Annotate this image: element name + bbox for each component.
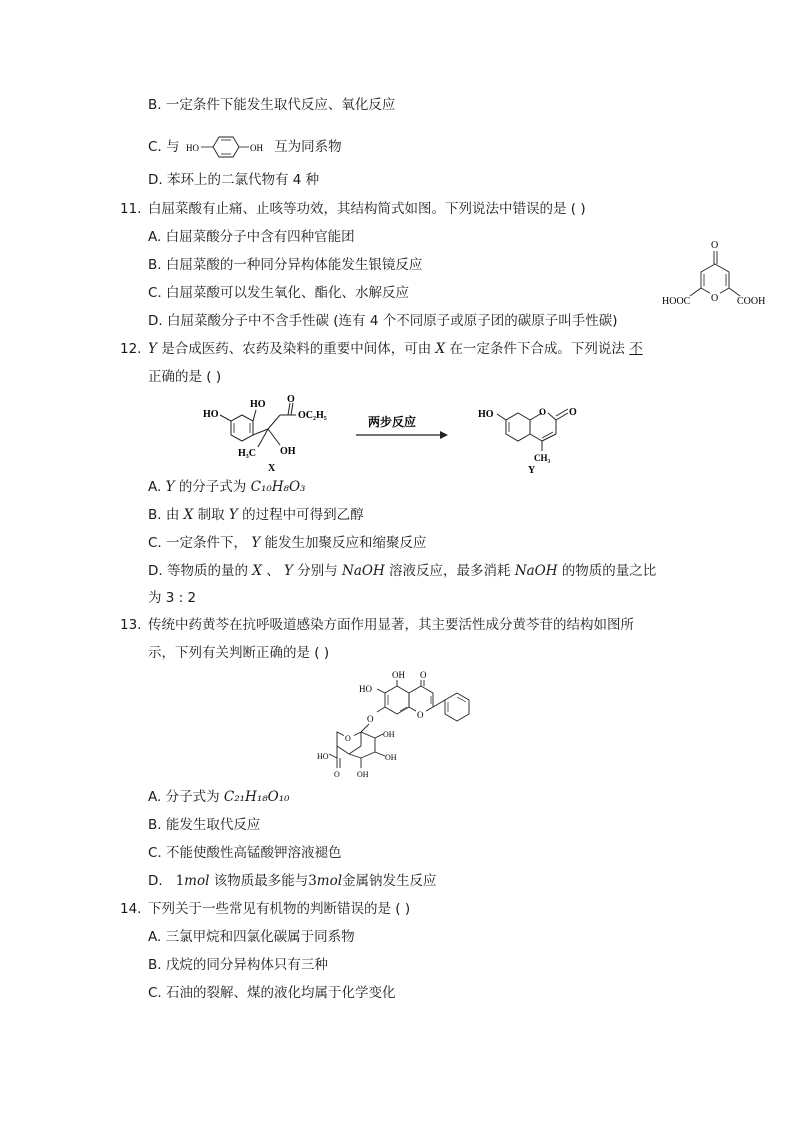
q12-option-d-line2: 为 3 : 2 <box>148 590 197 606</box>
q12-number: 12. <box>120 341 142 357</box>
x-ho-label-1: HO <box>203 409 219 420</box>
baicalin-structure <box>315 668 480 786</box>
q13-option-a-formula: C₂₁H₁₈O₁₀ <box>223 789 290 805</box>
y-ch3-label: CH₃ <box>534 453 551 463</box>
q12-stem-y: Y <box>148 341 157 357</box>
q12-option-a-y: Y <box>165 479 175 495</box>
q12-option-d-naoh2: NaOH <box>514 563 558 579</box>
q14-option-a: A. 三氯甲烷和四氯化碳属于同系物 <box>148 929 355 945</box>
q11-option-b: B. 白屈菜酸的一种同分异构体能发生银镜反应 <box>148 257 423 273</box>
q11-option-d: D. 白屈菜酸分子中不含手性碳 (连有 4 个不同原子或原子团的碳原子叫手性碳) <box>148 313 618 329</box>
chelidonic-carbonyl-o: O <box>711 240 719 251</box>
y-ho-label: HO <box>478 409 494 420</box>
q13-option-d-prefix: D. <box>148 873 163 889</box>
q11-option-a: A. 白屈菜酸分子中含有四种官能团 <box>148 229 355 245</box>
q12-stem-not: 不 <box>629 341 643 357</box>
reaction-arrow-label: 两步反应 <box>368 415 417 429</box>
baicalin-ho-left: HO <box>359 684 372 694</box>
q12-option-b-x: X <box>183 507 194 523</box>
y-ring-o-label: O <box>539 407 547 417</box>
q13-option-d-mid: 该物质最多能与 <box>213 873 309 889</box>
q13-option-a-prefix: A. 分子式为 <box>148 789 220 805</box>
x-h3c-label: H₃C <box>238 448 256 459</box>
q13-option-b: B. 能发生取代反应 <box>148 817 261 833</box>
q12-option-d-y: Y <box>284 563 293 579</box>
q13-option-d-one: 1 <box>175 873 185 889</box>
q11-number: 11. <box>120 201 142 217</box>
hydroquinone-oh-label: OH <box>249 143 263 153</box>
baicalin-o-top: O <box>420 670 427 680</box>
q10-option-d: D. 苯环上的二氯代物有 4 种 <box>148 172 320 188</box>
q10-option-b: B. 一定条件下能发生取代反应、氧化反应 <box>148 97 396 113</box>
chelidonic-ring-o: O <box>711 293 719 304</box>
baicalin-oh-top: OH <box>392 670 405 680</box>
x-oc2h5-label: OC₂H₅ <box>298 410 327 421</box>
q12-option-d-mid2: 溶液反应，最多消耗 <box>389 563 511 579</box>
baicalin-sugar-oh1: OH <box>383 730 395 739</box>
q12-option-a <box>148 478 305 496</box>
chelidonic-acid-structure <box>660 236 770 312</box>
baicalin-sugar-oh2: OH <box>385 753 397 762</box>
q13-option-d-mol: mol <box>184 873 210 889</box>
q11-stem: 白屈菜酸有止痛、止咳等功效，其结构简式如图。下列说法中错误的是 ( ) <box>148 201 586 217</box>
hydroquinone-structure <box>186 134 268 160</box>
baicalin-o-link: O <box>367 714 374 724</box>
q13-number: 13. <box>120 617 142 633</box>
baicalin-acid-o: O <box>334 770 340 779</box>
q12-option-c-end: 能发生加聚反应和缩聚反应 <box>264 535 427 551</box>
q14-number: 14. <box>120 901 142 917</box>
q13-option-c: C. 不能使酸性高锰酸钾溶液褪色 <box>148 845 342 861</box>
q12-option-c <box>148 534 427 552</box>
q13-option-a <box>148 788 290 806</box>
q12-option-d-x: X <box>252 563 262 579</box>
q12-stem-end: 在一定条件下合成。下列说法 <box>449 341 625 357</box>
q14-stem: 下列关于一些常见有机物的判断错误的是 ( ) <box>148 901 411 917</box>
x-ho-label-2: HO <box>250 399 266 410</box>
q11-option-c: C. 白屈菜酸可以发生氧化、酯化、水解反应 <box>148 285 410 301</box>
q12-option-b-mid: 制取 <box>197 507 225 523</box>
q12-option-d-prefix: D. 等物质的量的 <box>148 563 248 579</box>
q12-option-b <box>148 506 364 524</box>
chelidonic-hooc-label: HOOC <box>662 296 691 307</box>
y-carbonyl-o-label: O <box>569 407 577 418</box>
q12-option-d-naoh: NaOH <box>342 563 385 579</box>
x-oh-label: OH <box>280 446 296 457</box>
q12-stem-line1 <box>148 340 643 358</box>
baicalin-acid-ho: HO <box>317 752 329 761</box>
q12-option-d <box>148 562 656 580</box>
chelidonic-cooh-label: COOH <box>737 296 766 307</box>
q12-stem-mid: 是合成医药、农药及染料的重要中间体，可由 <box>161 341 432 357</box>
x-carbonyl-o-label: O <box>287 394 295 405</box>
q13-option-d-end: 金属钠发生反应 <box>342 873 437 889</box>
y-compound-label: Y <box>528 465 536 475</box>
q12-option-d-mid: 分别与 <box>297 563 338 579</box>
q12-option-a-formula: C₁₀H₈O₃ <box>250 479 306 495</box>
q12-option-d-sep: 、 <box>266 563 280 579</box>
q10-option-c-prefix: C. 与 <box>148 139 180 155</box>
baicalin-sugar-oh3: OH <box>357 770 369 779</box>
x-compound-label: X <box>268 463 276 474</box>
q12-option-c-prefix: C. 一定条件下， <box>148 535 248 551</box>
q14-option-c: C. 石油的裂解、煤的液化均属于化学变化 <box>148 985 396 1001</box>
baicalin-ring-o: O <box>417 710 424 720</box>
q13-option-d-mol2: mol <box>316 873 343 889</box>
q13-option-d-three: 3 <box>308 873 317 889</box>
q12-option-d-end: 的物质的量之比 <box>561 563 657 579</box>
q10-option-c <box>148 134 342 160</box>
q13-stem-line1: 传统中药黄芩在抗呼吸道感染方面作用显著，其主要活性成分黄芩苷的结构如图所 <box>148 617 634 633</box>
q12-option-b-y: Y <box>228 507 238 523</box>
q12-reaction-scheme <box>200 393 620 475</box>
q12-option-a-prefix: A. <box>148 479 162 495</box>
q10-option-c-suffix: 互为同系物 <box>274 139 342 155</box>
q12-option-a-mid: 的分子式为 <box>178 479 247 495</box>
q13-option-d <box>148 872 437 890</box>
q12-stem-line2: 正确的是 ( ) <box>148 369 222 385</box>
q13-stem-line2: 示，下列有关判断正确的是 ( ) <box>148 645 330 661</box>
hydroquinone-ho-label: HO <box>185 143 199 153</box>
q12-option-b-end: 的过程中可得到乙醇 <box>242 507 364 523</box>
q14-option-b: B. 戊烷的同分异构体只有三种 <box>148 957 328 973</box>
q12-option-b-prefix: B. 由 <box>148 507 180 523</box>
q12-stem-x: X <box>435 341 446 357</box>
q12-option-c-y: Y <box>251 535 261 551</box>
baicalin-sugar-o: O <box>345 734 351 743</box>
